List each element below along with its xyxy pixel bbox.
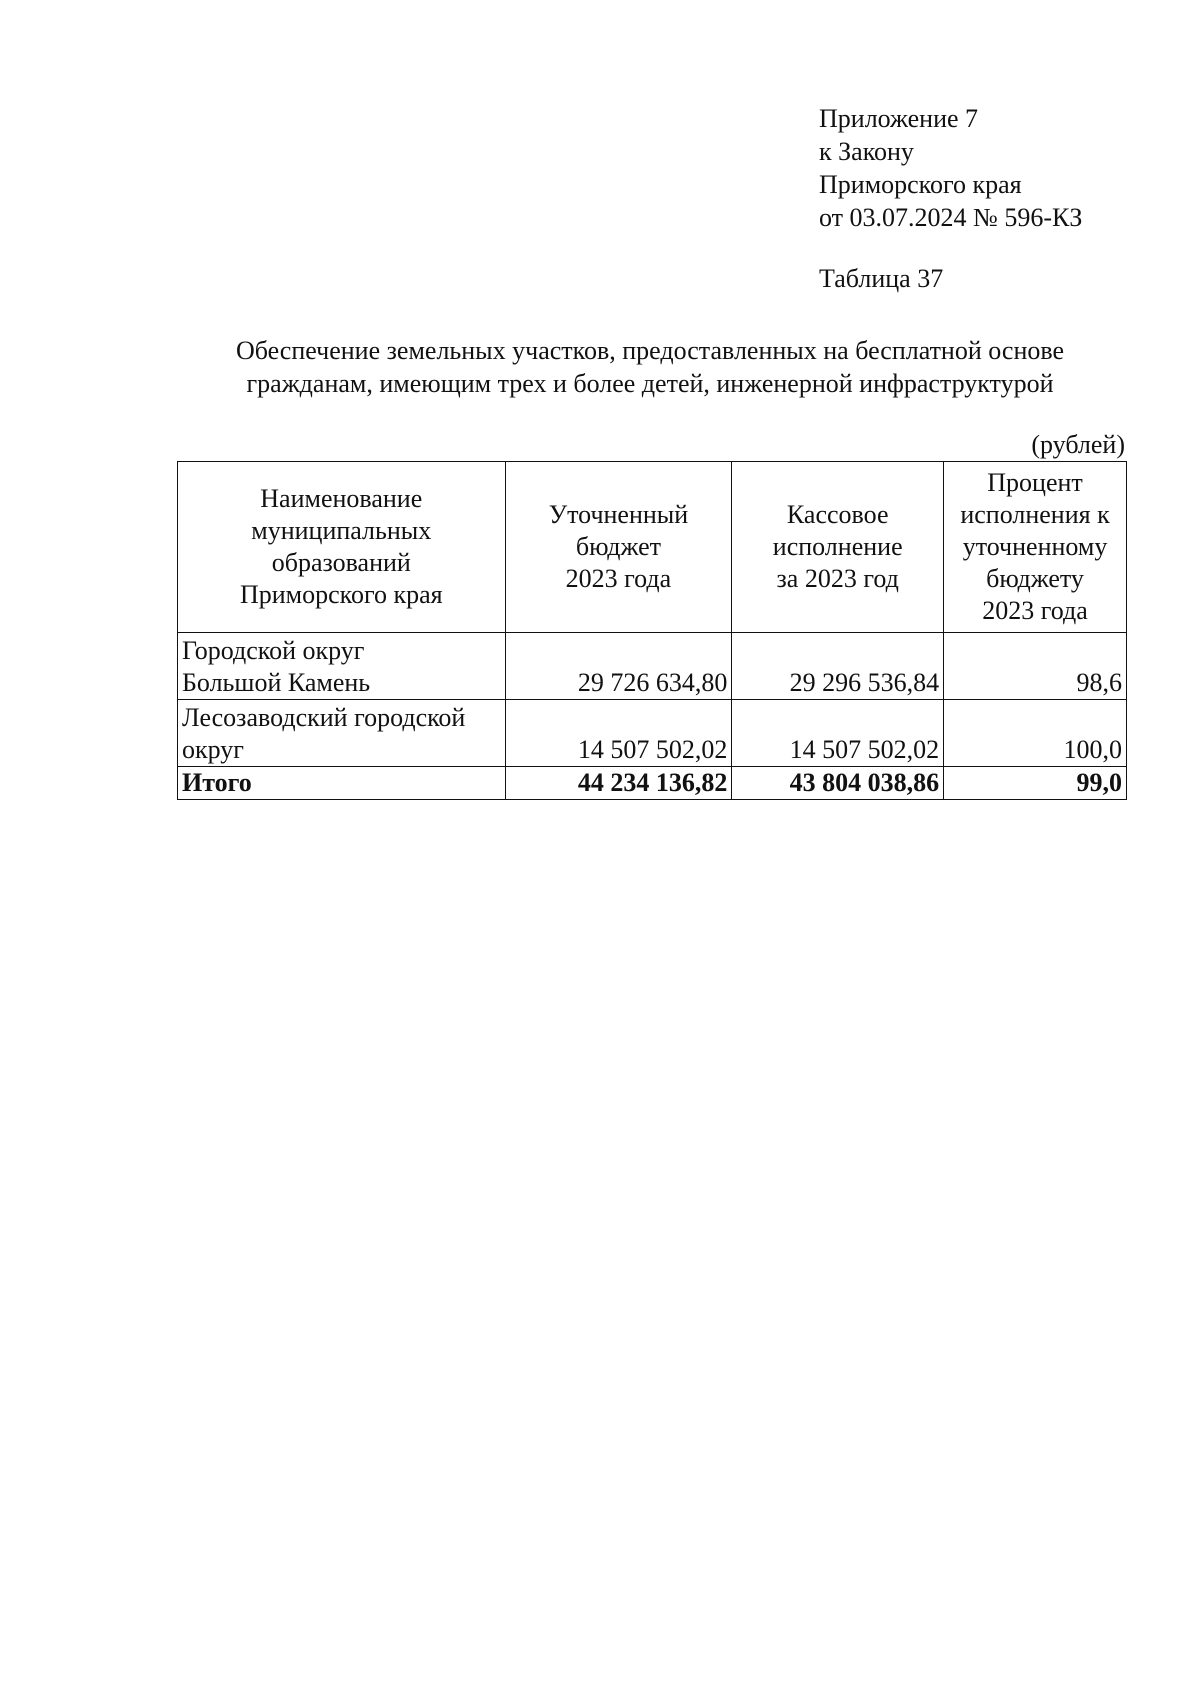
document-title [150, 334, 1150, 400]
table-number: Таблица 37 [819, 264, 944, 293]
execution-value: 29 296 536,84 [732, 633, 944, 700]
header-budget: Уточненный бюджет 2023 года [505, 462, 732, 633]
municipality-name: Лесозаводский городской округ [178, 700, 506, 767]
total-execution: 43 804 038,86 [732, 767, 944, 800]
execution-value: 14 507 502,02 [732, 700, 944, 767]
appendix-line-4: от 03.07.2024 № 596-КЗ [819, 203, 1083, 232]
header-percent: Процент исполнения к уточненному бюджету 2023 года [944, 462, 1127, 633]
table-header-row [178, 462, 1127, 633]
percent-value: 100,0 [944, 700, 1127, 767]
header-municipality: Наименование муниципальных образований Приморского края [178, 462, 506, 633]
total-label: Итого [178, 767, 506, 800]
units-label: (рублей) [1031, 430, 1125, 459]
total-row [178, 767, 1127, 800]
budget-value: 14 507 502,02 [505, 700, 732, 767]
total-percent: 99,0 [944, 767, 1127, 800]
appendix-reference [819, 102, 1082, 234]
appendix-line-3: Приморского края [819, 170, 1022, 199]
total-budget: 44 234 136,82 [505, 767, 732, 800]
table-row [178, 700, 1127, 767]
budget-table [177, 461, 1127, 800]
municipality-name: Городской округ Большой Камень [178, 633, 506, 700]
appendix-line-2: к Закону [819, 137, 914, 166]
percent-value: 98,6 [944, 633, 1127, 700]
header-execution: Кассовое исполнение за 2023 год [732, 462, 944, 633]
table-row [178, 633, 1127, 700]
title-line-2: гражданам, имеющим трех и более детей, инженерной инфраструктурой [246, 369, 1054, 398]
title-line-1: Обеспечение земельных участков, предоставленных на бесплатной основе [235, 336, 1065, 365]
budget-value: 29 726 634,80 [505, 633, 732, 700]
appendix-line-1: Приложение 7 [819, 104, 979, 133]
